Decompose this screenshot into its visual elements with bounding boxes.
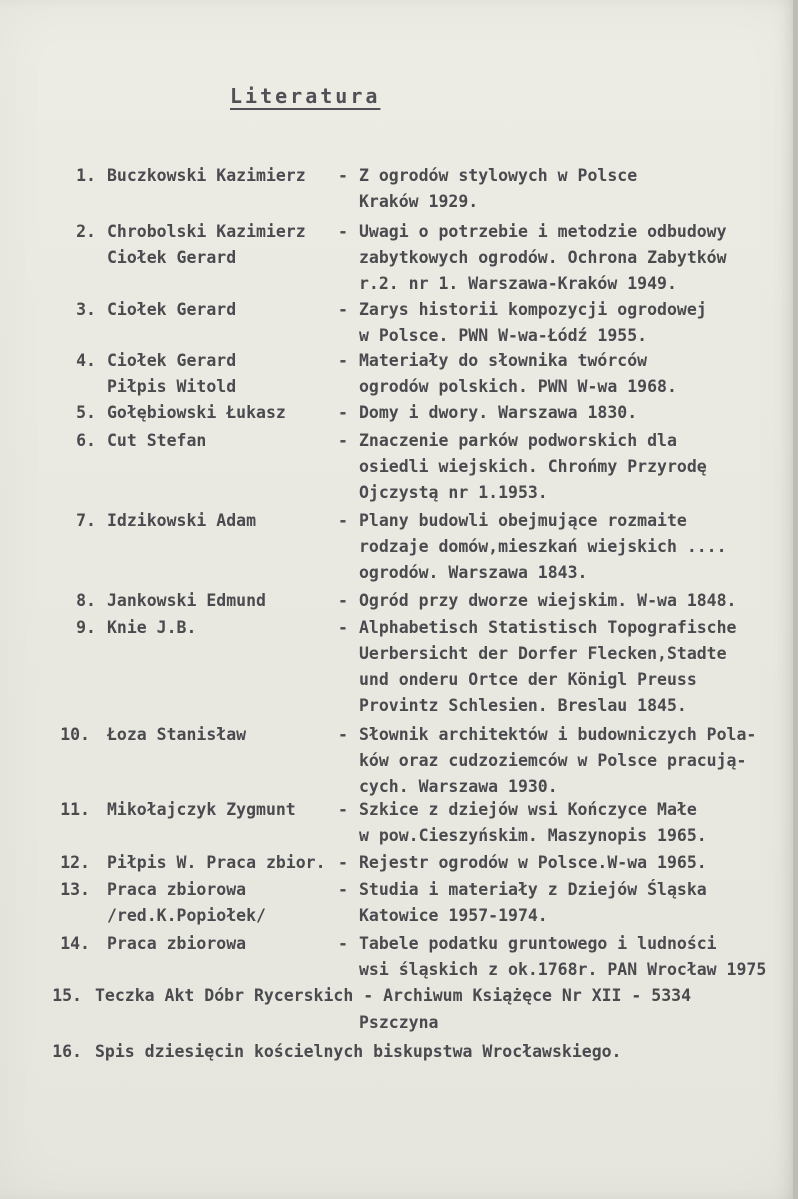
author-line: Gołębiowski Łukasz xyxy=(107,403,286,422)
work-line: Zarys historii kompozycji ogrodowej xyxy=(359,300,707,319)
entry-dash: - xyxy=(338,880,348,899)
author-line: Knie J.B. xyxy=(107,618,197,637)
entry-number: 13. xyxy=(60,880,90,899)
entry-author xyxy=(107,722,246,748)
work-line: r.2. nr 1. Warszawa-Kraków 1949. xyxy=(359,274,677,293)
entry-number: 7. xyxy=(76,511,96,530)
work-line: w pow.Cieszyńskim. Maszynopis 1965. xyxy=(359,826,707,845)
author-line: Praca zbiorowa xyxy=(107,880,247,899)
entry-work xyxy=(359,931,766,983)
work-line: Szkice z dziejów wsi Kończyce Małe xyxy=(359,800,697,819)
work-line: ogrodów. Warszawa 1843. xyxy=(359,563,588,582)
entry-work xyxy=(359,400,637,426)
entry-work xyxy=(359,219,727,297)
entry-author xyxy=(107,850,326,876)
entry-number: 3. xyxy=(76,300,96,319)
entry-author xyxy=(107,615,196,641)
entry-number: 1. xyxy=(76,166,96,185)
entry-dash: - xyxy=(338,166,348,185)
work-line: Znaczenie parków podworskich dla xyxy=(359,431,677,450)
entry-work xyxy=(359,348,677,400)
author-line: Chrobolski Kazimierz xyxy=(107,222,306,241)
work-line: w Polsce. PWN W-wa-Łódź 1955. xyxy=(359,326,648,345)
work-line: Tabele podatku gruntowego i ludności xyxy=(359,934,717,953)
work-line: Domy i dwory. Warszawa 1830. xyxy=(359,403,638,422)
author-line: Ciołek Gerard xyxy=(107,351,237,370)
entry-number: 12. xyxy=(60,853,90,872)
entry-author xyxy=(107,797,296,823)
entry-work xyxy=(359,163,637,215)
work-line: ogrodów polskich. PWN W-wa 1968. xyxy=(359,377,677,396)
author-line: Mikołajczyk Zygmunt xyxy=(107,800,296,819)
entry-number: 4. xyxy=(76,351,96,370)
entry-dash: - xyxy=(338,351,348,370)
entry-number: 10. xyxy=(60,725,90,744)
author-line: Idzikowski Adam xyxy=(107,511,257,530)
entry-dash: - xyxy=(338,591,348,610)
entry-text: Teczka Akt Dóbr Rycerskich - Archiwum Książęce Nr XII - 5334 xyxy=(95,986,692,1005)
work-line: zabytkowych ogrodów. Ochrona Zabytków xyxy=(359,248,727,267)
entry-number: 5. xyxy=(76,403,96,422)
entry-dash: - xyxy=(338,403,348,422)
work-line: osiedli wiejskich. Chrońmy Przyrodę xyxy=(359,457,707,476)
author-line: Buczkowski Kazimierz xyxy=(107,166,306,185)
entry-author xyxy=(107,400,286,426)
entry-dash: - xyxy=(338,431,348,450)
entry-author xyxy=(107,219,306,271)
author-line: Łoza Stanisław xyxy=(107,725,247,744)
work-line: Studia i materiały z Dziejów Śląska xyxy=(359,880,707,899)
work-line: Plany budowli obejmujące rozmaite xyxy=(359,511,687,530)
entry-dash: - xyxy=(338,618,348,637)
entry-author xyxy=(107,348,236,400)
work-line: Ojczystą nr 1.1953. xyxy=(359,483,548,502)
entry-author xyxy=(107,428,206,454)
entry-work xyxy=(359,615,737,719)
entry-number: 2. xyxy=(76,222,96,241)
entry-work xyxy=(359,428,707,506)
entry-work xyxy=(359,297,707,349)
entry-work xyxy=(359,722,756,800)
entry-work xyxy=(359,508,727,586)
entry-dash: - xyxy=(338,853,348,872)
entry-author xyxy=(107,163,306,189)
work-line: und onderu Ortce der Königl Preuss xyxy=(359,670,697,689)
work-line: Rejestr ogrodów w Polsce.W-wa 1965. xyxy=(359,853,707,872)
entry-author xyxy=(107,877,266,929)
entry-dash: - xyxy=(338,725,348,744)
entry-work xyxy=(359,850,707,876)
entry-dash: - xyxy=(338,300,348,319)
entry-dash: - xyxy=(338,934,348,953)
work-line: Katowice 1957-1974. xyxy=(359,906,548,925)
entry-number: 16. xyxy=(52,1042,82,1061)
work-line: Ogród przy dworze wiejskim. W-wa 1848. xyxy=(359,591,737,610)
work-line: Provintz Schlesien. Breslau 1845. xyxy=(359,696,687,715)
entry-number: 15. xyxy=(52,986,82,1005)
work-line: Kraków 1929. xyxy=(359,192,479,211)
work-line: Alphabetisch Statistisch Topografische xyxy=(359,618,737,637)
work-line: Z ogrodów stylowych w Polsce xyxy=(359,166,638,185)
work-line: Materiały do słownika twórców xyxy=(359,351,648,370)
entry-text: Spis dziesięcin kościelnych biskupstwa Wrocławskiego. xyxy=(95,1042,622,1061)
author-line: Piłpis Witold xyxy=(107,377,237,396)
author-line: /red.K.Popiołek/ xyxy=(107,906,266,925)
entry-author xyxy=(107,588,266,614)
author-line: Piłpis W. Praca zbior. xyxy=(107,853,326,872)
entry-continuation: Pszczyna xyxy=(359,1013,439,1032)
author-line: Jankowski Edmund xyxy=(107,591,266,610)
entry-work xyxy=(359,797,707,849)
work-line: ków oraz cudzoziemców w Polsce pracują- xyxy=(359,751,747,770)
work-line: Uwagi o potrzebie i metodzie odbudowy xyxy=(359,222,727,241)
entry-author xyxy=(107,297,236,323)
work-line: Uerbersicht der Dorfer Flecken,Stadte xyxy=(359,644,727,663)
entry-number: 6. xyxy=(76,431,96,450)
page-edge-shadow xyxy=(793,0,798,1199)
entry-number: 11. xyxy=(60,800,90,819)
entry-number: 9. xyxy=(76,618,96,637)
work-line: Słownik architektów i budowniczych Pola- xyxy=(359,725,757,744)
entry-number: 14. xyxy=(60,934,90,953)
entry-author xyxy=(107,931,246,957)
entry-work xyxy=(359,588,737,614)
entry-number: 8. xyxy=(76,591,96,610)
author-line: Ciołek Gerard xyxy=(107,300,237,319)
entry-work xyxy=(359,877,707,929)
work-line: wsi śląskich z ok.1768r. PAN Wrocław 1975 xyxy=(359,960,767,979)
entry-dash: - xyxy=(338,511,348,530)
author-line: Praca zbiorowa xyxy=(107,934,247,953)
page-title: Literatura xyxy=(230,84,381,108)
entry-dash: - xyxy=(338,222,348,241)
entry-author xyxy=(107,508,256,534)
entry-dash: - xyxy=(338,800,348,819)
work-line: rodzaje domów,mieszkań wiejskich .... xyxy=(359,537,727,556)
work-line: cych. Warszawa 1930. xyxy=(359,777,558,796)
author-line: Ciołek Gerard xyxy=(107,248,237,267)
author-line: Cut Stefan xyxy=(107,431,207,450)
